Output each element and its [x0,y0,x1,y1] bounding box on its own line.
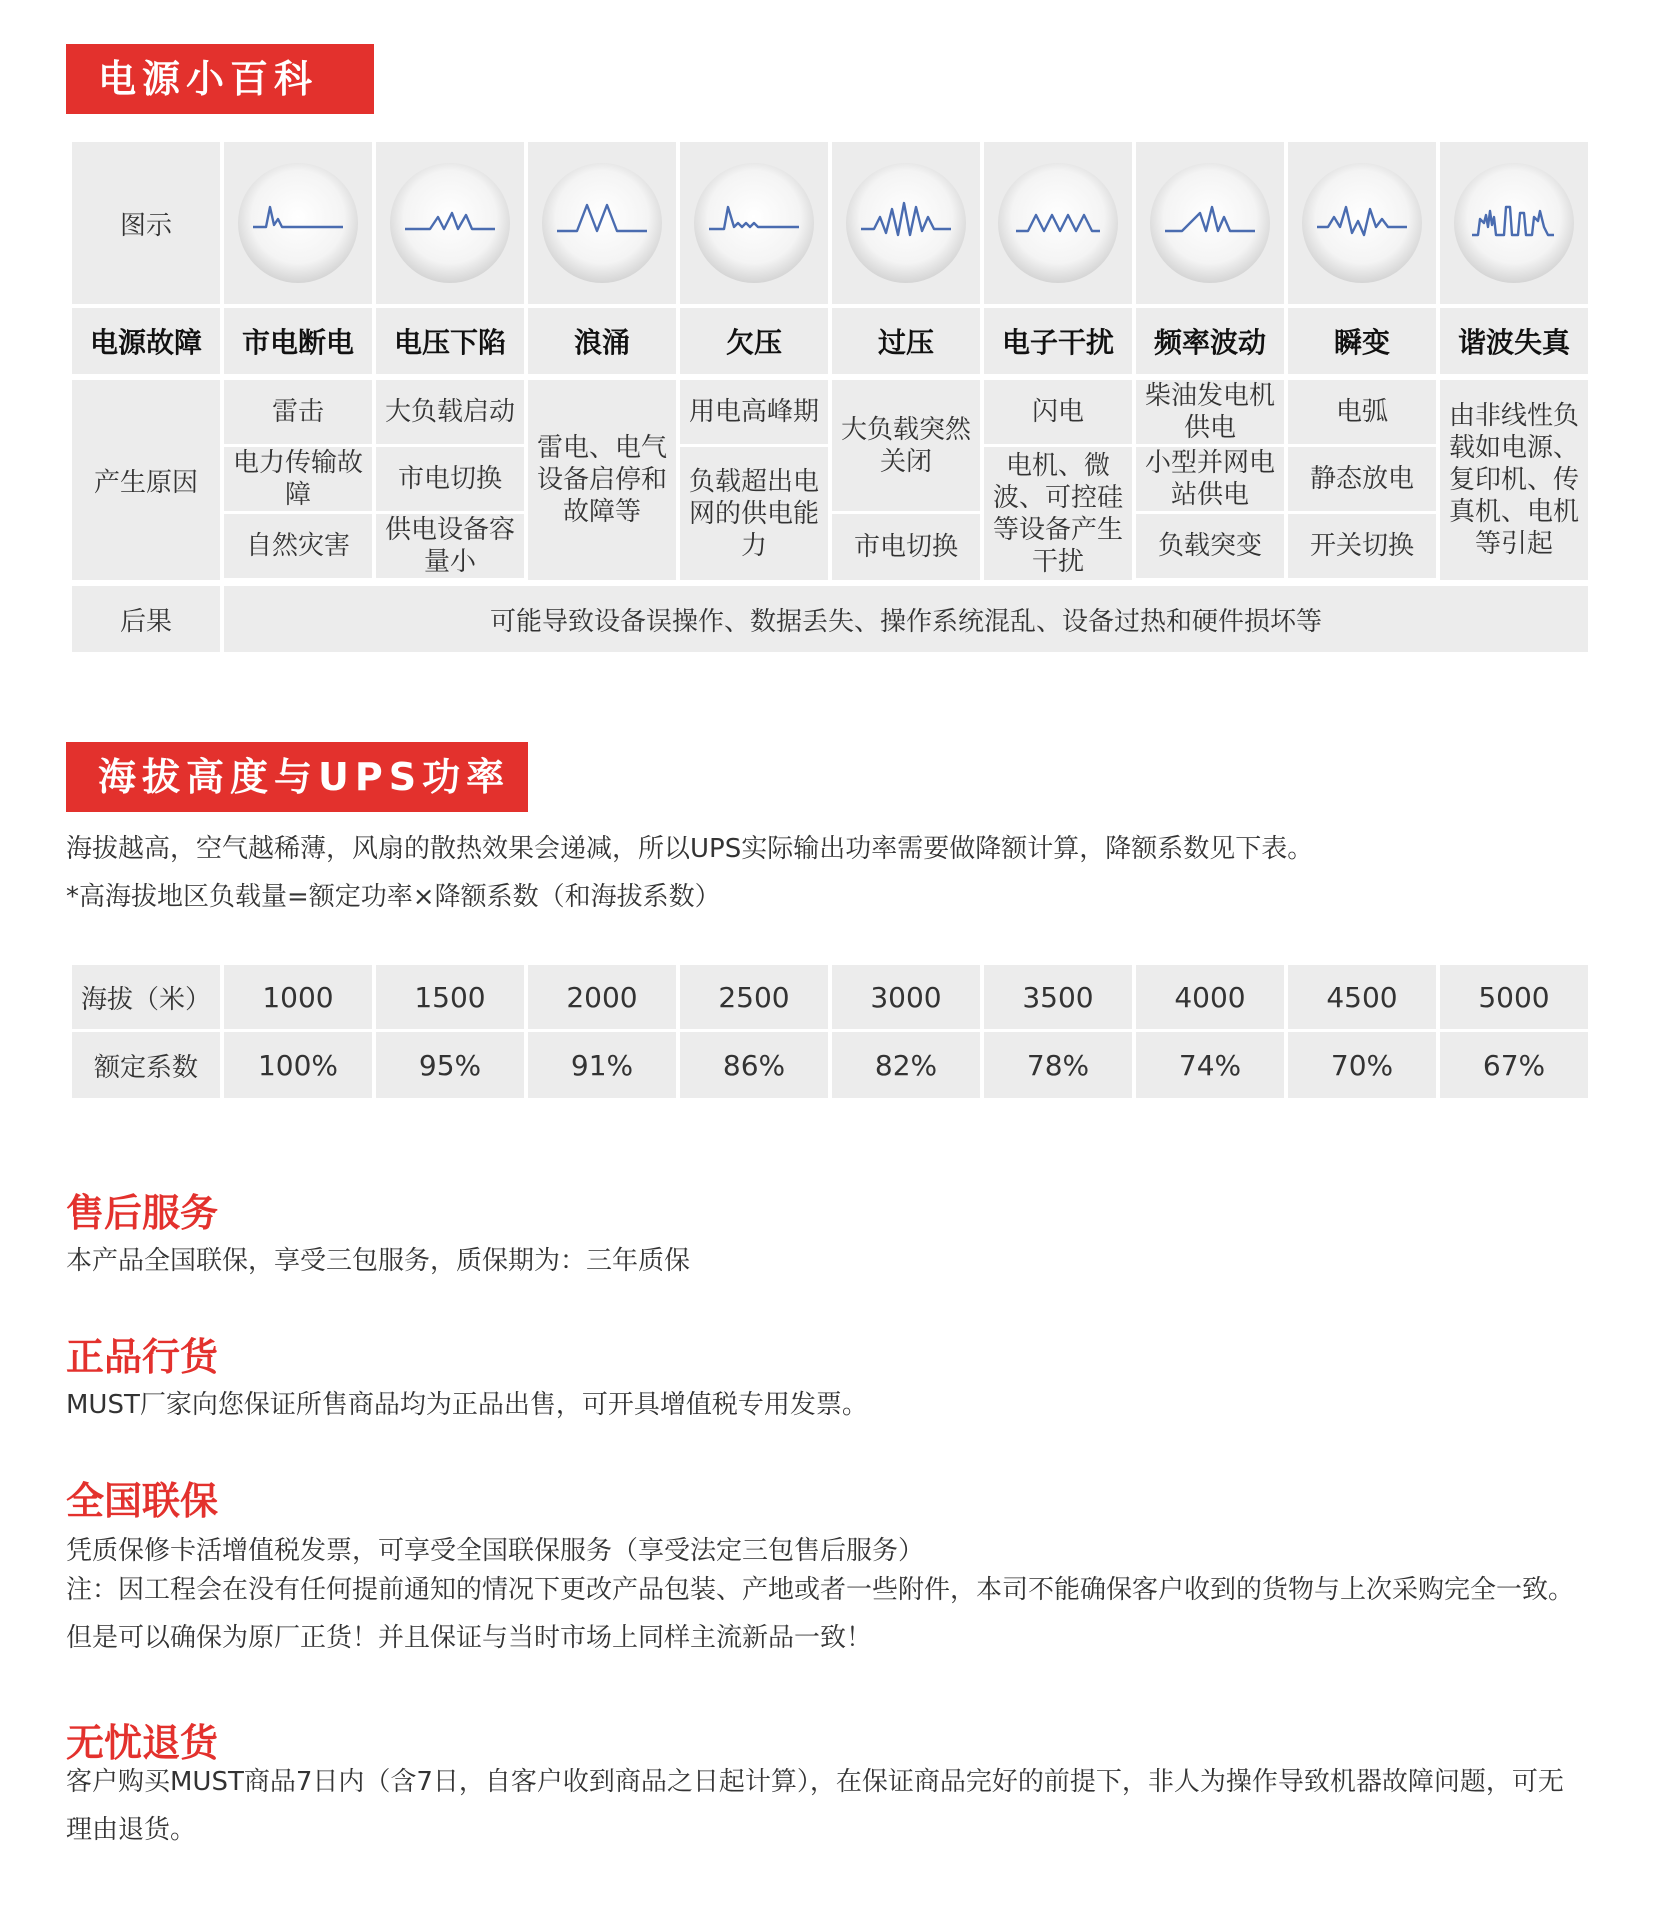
waveform-cell [832,142,980,304]
waveform-cell [224,142,372,304]
altitude-label: 海拔（米） [72,965,220,1029]
cause-item: 供电设备容量小 [376,514,524,578]
coefficient-value: 86% [680,1032,828,1098]
row-label-cause: 产生原因 [72,380,220,580]
after-sales-heading: 售后服务 [66,1191,219,1235]
result-text: 可能导致设备误操作、数据丢失、操作系统混乱、设备过热和硬件损坏等 [224,586,1588,652]
coefficient-value: 74% [1136,1032,1284,1098]
altitude-value: 1500 [376,965,524,1029]
outage-wave-icon [234,159,362,287]
waveform-cell [1288,142,1436,304]
coefficient-value: 91% [528,1032,676,1098]
after-sales-text: 本产品全国联保，享受三包服务，质保期为：三年质保 [66,1246,691,1276]
waveform-cell [680,142,828,304]
altitude-value: 4500 [1288,965,1436,1029]
altitude-value: 5000 [1440,965,1588,1029]
cause-item: 电弧 [1288,380,1436,444]
warranty-heading: 全国联保 [66,1479,219,1523]
cause-item: 开关切换 [1288,514,1436,578]
cause-item: 由非线性负载如电源、复印机、传真机、电机等引起 [1440,380,1588,580]
row-label-result: 后果 [72,586,220,652]
cause-item: 电机、微波、可控硅等设备产生干扰 [984,447,1132,580]
cause-item: 市电切换 [376,447,524,511]
fault-name: 欠压 [680,308,828,374]
fault-name: 电压下陷 [376,308,524,374]
coefficient-value: 95% [376,1032,524,1098]
cause-item: 用电高峰期 [680,380,828,444]
cause-item: 静态放电 [1288,447,1436,511]
waveform-cell [376,142,524,304]
cause-item: 市电切换 [832,514,980,580]
warranty-note: 注：因工程会在没有任何提前通知的情况下更改产品包装、产地或者一些附件，本司不能确保客户收到的货物与上次采购完全一致。但是可以确保为原厂正货！并且保证与当时市场上同样主流新品一致！ [66,1575,1575,1653]
altitude-value: 2500 [680,965,828,1029]
overvoltage-wave-icon [842,159,970,287]
fault-name: 频率波动 [1136,308,1284,374]
cause-item: 电力传输故障 [224,447,372,511]
sag-wave-icon [386,159,514,287]
undervoltage-wave-icon [690,159,818,287]
returns-text: 客户购买MUST商品7日内（含7日，自客户收到商品之日起计算），在保证商品完好的前提下，非人为操作导致机器故障问题，可无理由退货。 [66,1767,1564,1845]
coefficient-value: 67% [1440,1032,1588,1098]
waveform-cell [528,142,676,304]
genuine-heading: 正品行货 [66,1335,219,1379]
altitude-value: 4000 [1136,965,1284,1029]
cause-item: 自然灾害 [224,514,372,578]
altitude-description: 海拔越高，空气越稀薄，风扇的散热效果会递减，所以UPS实际输出功率需要做降额计算，降额系数见下表。 [66,834,1314,864]
genuine-text: MUST厂家向您保证所售商品均为正品出售，可开具增值税专用发票。 [66,1390,868,1420]
returns-heading: 无忧退货 [66,1721,219,1765]
altitude-value: 3500 [984,965,1132,1029]
cause-item: 大负载突然关闭 [832,380,980,511]
waveform-cell [1136,142,1284,304]
fault-name: 市电断电 [224,308,372,374]
warranty-text: 凭质保修卡活增值税发票，可享受全国联保服务（享受法定三包售后服务） [66,1536,925,1566]
coefficient-value: 70% [1288,1032,1436,1098]
section-title-power-encyclopedia: 电源小百科 [66,44,374,114]
section-title-altitude-ups: 海拔高度与UPS功率 [66,742,528,812]
cause-item: 雷击 [224,380,372,444]
transient-wave-icon [1298,159,1426,287]
cause-item: 闪电 [984,380,1132,444]
altitude-formula: *高海拔地区负载量=额定功率×降额系数（和海拔系数） [66,882,721,912]
row-label-icon: 图示 [72,142,220,304]
cause-item: 雷电、电气设备启停和故障等 [528,380,676,580]
noise-wave-icon [994,159,1122,287]
waveform-cell [1440,142,1588,304]
cause-item: 负载突变 [1136,514,1284,578]
coefficient-value: 78% [984,1032,1132,1098]
surge-wave-icon [538,159,666,287]
fault-name: 电子干扰 [984,308,1132,374]
fault-name: 过压 [832,308,980,374]
fault-name: 瞬变 [1288,308,1436,374]
harmonic-wave-icon [1450,159,1578,287]
cause-item: 大负载启动 [376,380,524,444]
coefficient-value: 100% [224,1032,372,1098]
frequency-wave-icon [1146,159,1274,287]
row-label-fault: 电源故障 [72,308,220,374]
altitude-value: 2000 [528,965,676,1029]
fault-name: 浪涌 [528,308,676,374]
altitude-value: 1000 [224,965,372,1029]
cause-item: 负载超出电网的供电能力 [680,447,828,580]
waveform-cell [984,142,1132,304]
fault-name: 谐波失真 [1440,308,1588,374]
altitude-value: 3000 [832,965,980,1029]
coefficient-value: 82% [832,1032,980,1098]
cause-item: 柴油发电机供电 [1136,380,1284,444]
cause-item: 小型并网电站供电 [1136,447,1284,511]
coefficient-label: 额定系数 [72,1032,220,1098]
